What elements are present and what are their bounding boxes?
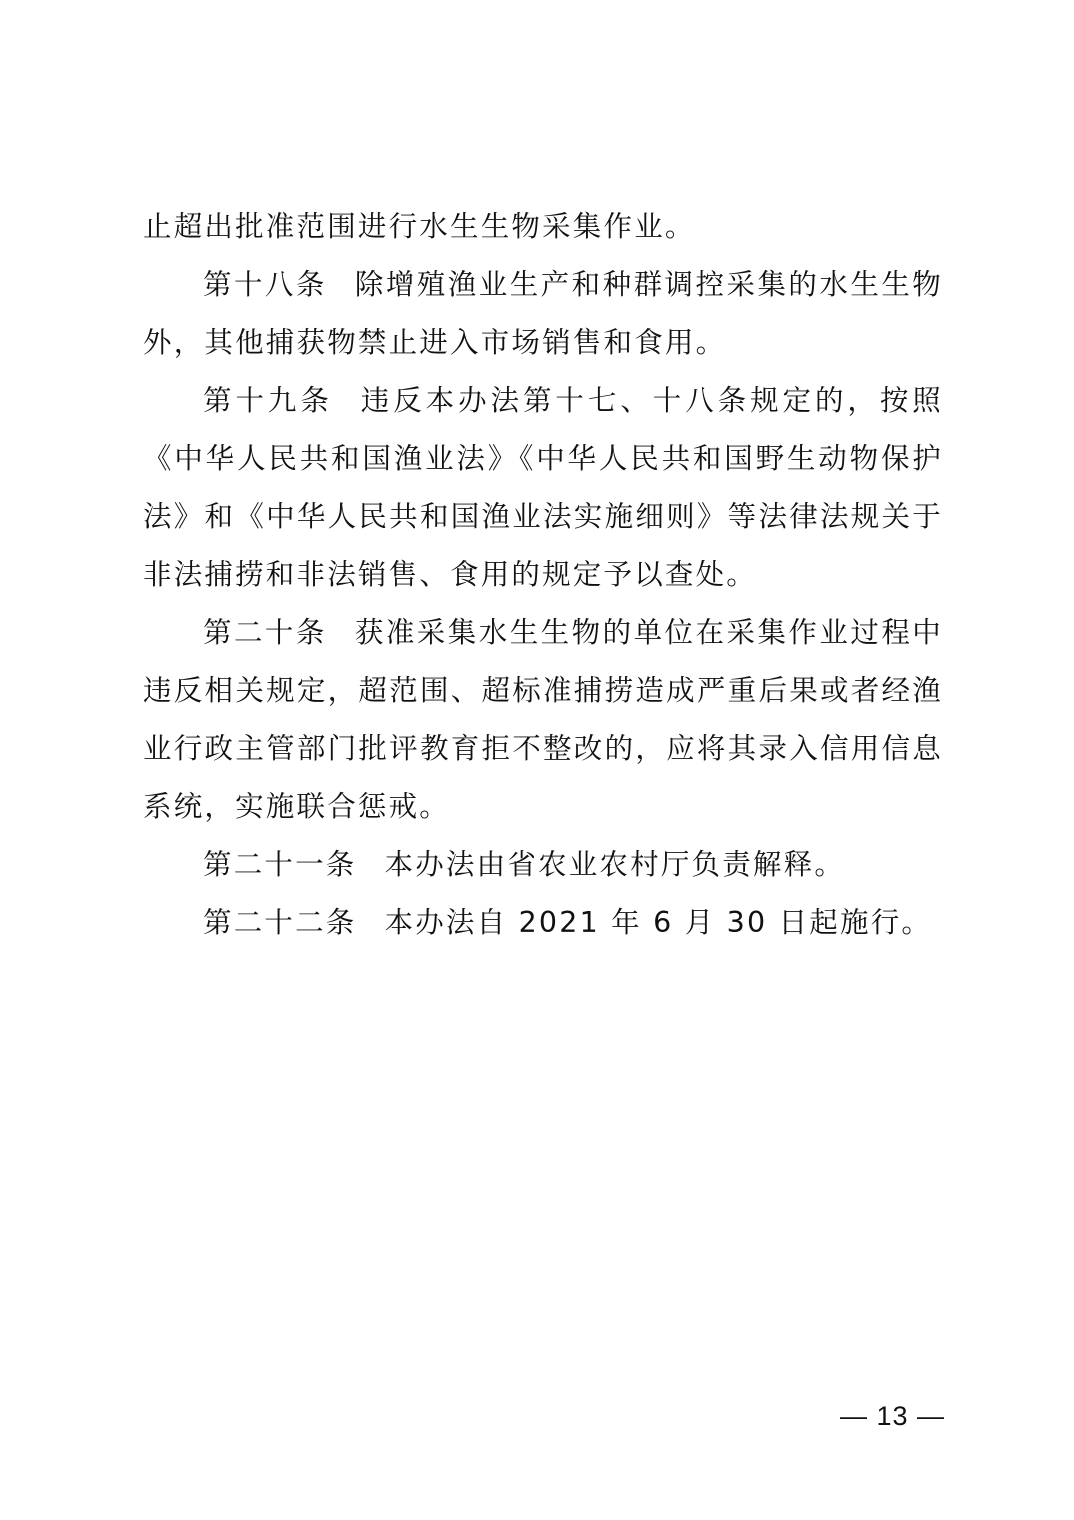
article-text: 除增殖渔业生产和种群调控采集的水生生物外，其他捕获物禁止进入市场销售和食用。 — [143, 268, 943, 359]
article-18 — [143, 256, 943, 372]
article-19 — [143, 372, 943, 604]
article-number: 第二十一条 — [203, 848, 357, 881]
paragraph-text: 止超出批准范围进行水生生物采集作业。 — [143, 210, 696, 243]
document-body — [143, 198, 943, 952]
article-text: 本办法由省农业农村厅负责解释。 — [384, 848, 846, 881]
article-number: 第十九条 — [203, 384, 333, 417]
article-number: 第十八条 — [203, 268, 327, 301]
article-number: 第二十二条 — [203, 906, 357, 939]
page-number: — 13 — — [840, 1401, 946, 1431]
article-number: 第二十条 — [203, 616, 327, 649]
article-20 — [143, 604, 943, 836]
article-text: 违反本办法第十七、十八条规定的，按照《中华人民共和国渔业法》《中华人民共和国野生动物保护法》和《中华人民共和国渔业法实施细则》等法律法规关于非法捕捞和非法销售、食用的规定予以查处。 — [143, 384, 943, 591]
article-22 — [143, 894, 943, 952]
article-text: 获准采集水生生物的单位在采集作业过程中违反相关规定，超范围、超标准捕捞造成严重后果或者经渔业行政主管部门批评教育拒不整改的，应将其录入信用信息系统，实施联合惩戒。 — [143, 616, 943, 823]
article-21 — [143, 836, 943, 894]
paragraph-continuation — [143, 198, 943, 256]
article-text: 本办法自 2021 年 6 月 30 日起施行。 — [384, 906, 933, 939]
